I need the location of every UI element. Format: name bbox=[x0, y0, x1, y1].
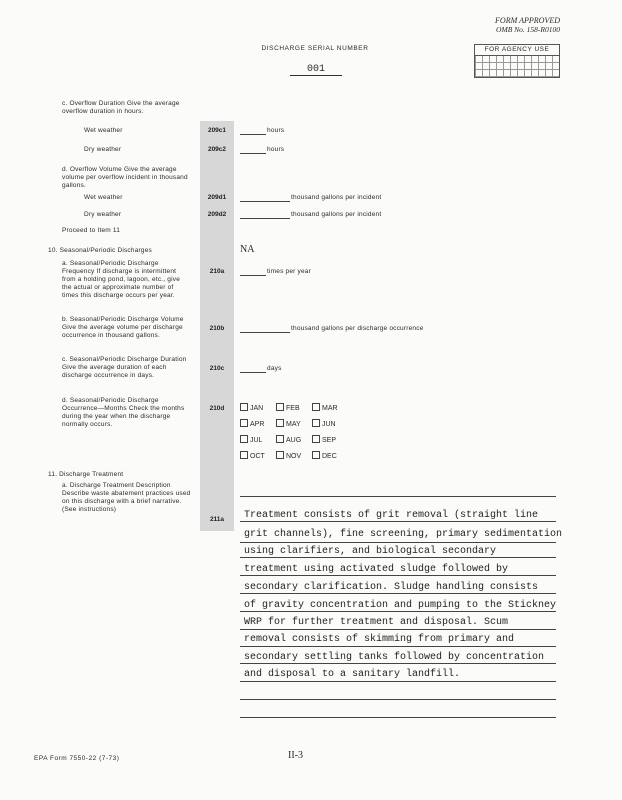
overflow-duration-wet-label: Wet weather bbox=[84, 127, 123, 134]
overflow-duration-wet-field[interactable] bbox=[240, 127, 284, 135]
checkbox-mar[interactable] bbox=[312, 403, 338, 412]
overflow-duration-label: c. Overflow Duration Give the average overflow duration in hours. bbox=[62, 100, 180, 115]
checkbox-box bbox=[276, 435, 284, 443]
code-210b: 210b bbox=[209, 325, 225, 332]
code-209d1: 209d1 bbox=[207, 194, 227, 201]
seasonal-answer: NA bbox=[240, 244, 255, 255]
seasonal-duration-label: c. Seasonal/Periodic Discharge Duration Give the average duration of each discharge occurrence in days. bbox=[62, 356, 187, 379]
seasonal-frequency-label: a. Seasonal/Periodic Discharge Frequency If discharge is intermittent from a holding pond, lagoon, etc., give the actual or approximate number of times this discharge occurs per year. bbox=[62, 260, 181, 299]
form-approved-stamp bbox=[470, 16, 560, 34]
month-label: FEB bbox=[286, 405, 300, 412]
treatment-line: Treatment consists of grit removal (straight line bbox=[244, 510, 539, 521]
checkbox-box bbox=[276, 419, 284, 427]
seasonal-duration-unit: days bbox=[267, 365, 282, 372]
treatment-line: of gravity concentration and pumping to the Stickney bbox=[244, 600, 557, 611]
ruled-line bbox=[240, 557, 556, 558]
treatment-line: treatment using activated sludge followed by bbox=[244, 564, 509, 575]
overflow-volume-dry-unit: thousand gallons per incident bbox=[291, 211, 382, 218]
overflow-volume-wet-field[interactable] bbox=[240, 194, 381, 202]
checkbox-sep[interactable] bbox=[312, 435, 336, 444]
overflow-volume-wet-unit: thousand gallons per incident bbox=[291, 194, 382, 201]
month-label: JUL bbox=[250, 437, 263, 444]
agency-use-box bbox=[474, 44, 560, 78]
month-label: NOV bbox=[286, 453, 302, 460]
treatment-line: using clarifiers, and biological secondary bbox=[244, 546, 497, 557]
checkbox-aug[interactable] bbox=[276, 435, 301, 444]
checkbox-box bbox=[240, 451, 248, 459]
checkbox-jul[interactable] bbox=[240, 435, 262, 444]
treatment-line: WRP for further treatment and disposal. Scum bbox=[244, 617, 509, 628]
seasonal-months-label: d. Seasonal/Periodic Discharge Occurrence—Months Check the months during the year when the discharge normally occurs. bbox=[62, 397, 185, 428]
checkbox-box bbox=[276, 451, 284, 459]
seasonal-duration-field[interactable] bbox=[240, 365, 282, 373]
agency-use-title: FOR AGENCY USE bbox=[475, 45, 559, 56]
month-label: OCT bbox=[250, 453, 265, 460]
treatment-line: grit channels), fine screening, primary sedimentation bbox=[244, 529, 563, 540]
month-label: JAN bbox=[250, 405, 264, 412]
treatment-line: and disposal to a sanitary landfill. bbox=[244, 669, 461, 680]
checkbox-box bbox=[312, 451, 320, 459]
checkbox-jun[interactable] bbox=[312, 419, 336, 428]
code-210a: 210a bbox=[209, 268, 225, 275]
seasonal-volume-field[interactable] bbox=[240, 325, 424, 333]
ruled-line bbox=[240, 699, 556, 700]
ruled-line bbox=[240, 496, 556, 497]
checkbox-box bbox=[240, 435, 248, 443]
month-label: AUG bbox=[286, 437, 302, 444]
overflow-volume-wet-label: Wet weather bbox=[84, 194, 123, 201]
ruled-line bbox=[240, 717, 556, 718]
treatment-heading: 11. Discharge Treatment bbox=[48, 471, 124, 478]
checkbox-dec[interactable] bbox=[312, 451, 337, 460]
checkbox-apr[interactable] bbox=[240, 419, 264, 428]
overflow-volume-label: d. Overflow Volume Give the average volume per overflow incident in thousand gallons. bbox=[62, 166, 188, 189]
checkbox-box bbox=[312, 403, 320, 411]
code-209c1: 209c1 bbox=[207, 127, 227, 134]
checkbox-oct[interactable] bbox=[240, 451, 265, 460]
seasonal-frequency-field[interactable] bbox=[240, 268, 311, 276]
page-number: II-3 bbox=[288, 750, 303, 761]
ruled-line bbox=[240, 646, 556, 647]
ruled-line bbox=[240, 593, 556, 594]
ruled-line bbox=[240, 521, 556, 522]
seasonal-volume-label: b. Seasonal/Periodic Discharge Volume Give the average volume per discharge occurrence in thousand gallons. bbox=[62, 316, 184, 339]
serial-number-value: 001 bbox=[290, 64, 342, 76]
overflow-volume-dry-label: Dry weather bbox=[84, 211, 122, 218]
month-label: JUN bbox=[322, 421, 336, 428]
month-label: MAY bbox=[286, 421, 301, 428]
treatment-line: secondary clarification. Sludge handling consists bbox=[244, 582, 539, 593]
month-label: APR bbox=[250, 421, 265, 428]
code-209c2: 209c2 bbox=[207, 146, 227, 153]
checkbox-may[interactable] bbox=[276, 419, 301, 428]
code-209d2: 209d2 bbox=[207, 211, 227, 218]
ruled-line bbox=[240, 611, 556, 612]
serial-number-label: DISCHARGE SERIAL NUMBER bbox=[261, 45, 369, 52]
overflow-duration-dry-field[interactable] bbox=[240, 146, 284, 154]
checkbox-box bbox=[240, 403, 248, 411]
seasonal-heading: 10. Seasonal/Periodic Discharges bbox=[48, 247, 152, 254]
code-210d: 210d bbox=[209, 405, 225, 412]
code-210c: 210c bbox=[209, 365, 225, 372]
code-211a: 211a bbox=[209, 516, 225, 523]
overflow-duration-dry-label: Dry weather bbox=[84, 146, 122, 153]
checkbox-box bbox=[312, 435, 320, 443]
seasonal-frequency-unit: times per year bbox=[267, 268, 311, 275]
checkbox-box bbox=[312, 419, 320, 427]
overflow-duration-dry-unit: hours bbox=[267, 146, 285, 153]
agency-use-grid bbox=[475, 56, 559, 77]
ruled-line bbox=[240, 629, 556, 630]
ruled-line bbox=[240, 681, 556, 682]
checkbox-box bbox=[276, 403, 284, 411]
overflow-duration-wet-unit: hours bbox=[267, 127, 285, 134]
treatment-description-label: a. Discharge Treatment Description Describe waste abatement practices used on this discharge with a brief narrative. (See instructions) bbox=[62, 482, 191, 513]
form-approved-text: FORM APPROVED bbox=[495, 16, 560, 25]
month-label: MAR bbox=[322, 405, 338, 412]
overflow-volume-dry-field[interactable] bbox=[240, 211, 381, 219]
ruled-line bbox=[240, 542, 556, 543]
month-label: DEC bbox=[322, 453, 337, 460]
omb-number: OMB No. 158-R0100 bbox=[496, 25, 560, 34]
ruled-line bbox=[240, 663, 556, 664]
ruled-line bbox=[240, 575, 556, 576]
month-label: SEP bbox=[322, 437, 337, 444]
checkbox-feb[interactable] bbox=[276, 403, 300, 412]
checkbox-box bbox=[240, 419, 248, 427]
checkbox-jan[interactable] bbox=[240, 403, 263, 412]
treatment-line: secondary settling tanks followed by concentration bbox=[244, 652, 545, 663]
proceed-instruction: Proceed to Item 11 bbox=[62, 227, 121, 234]
checkbox-nov[interactable] bbox=[276, 451, 301, 460]
seasonal-volume-unit: thousand gallons per discharge occurrence bbox=[291, 325, 424, 332]
form-number: EPA Form 7550-22 (7-73) bbox=[34, 755, 120, 762]
treatment-line: removal consists of skimming from primary and bbox=[244, 634, 515, 645]
